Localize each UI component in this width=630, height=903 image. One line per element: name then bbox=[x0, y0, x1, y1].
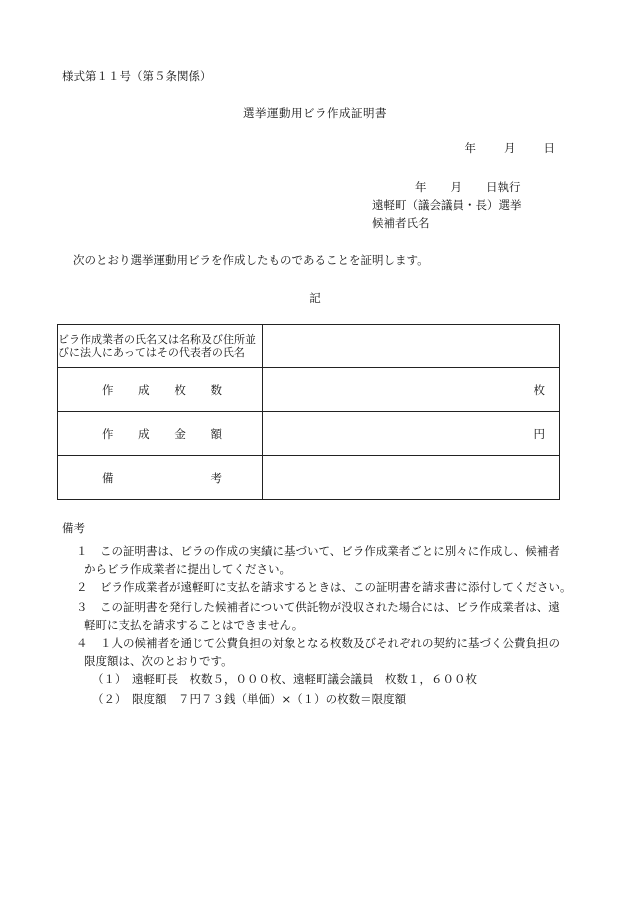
document-title: 選挙運動用ビラ作成証明書 bbox=[243, 106, 387, 120]
note-item bbox=[76, 634, 576, 670]
date-month: 月 bbox=[504, 141, 516, 155]
note-text: この証明書を発行した候補者について供託物が没収された場合には、ビラ作成業者は、遠 bbox=[100, 600, 560, 614]
note-continuation: 軽町に支払を請求することはできません。 bbox=[84, 618, 304, 632]
count-label-char: 成 bbox=[138, 382, 150, 397]
note-item bbox=[76, 542, 576, 578]
note-text: ビラ作成業者が遠軽町に支払を請求するときは、この証明書を請求書に添付してください。 bbox=[100, 580, 572, 594]
remarks-label bbox=[58, 456, 263, 500]
certification-statement: 次のとおり選挙運動用ビラを作成したものであることを証明します。 bbox=[73, 253, 429, 267]
note-number: ３ bbox=[76, 600, 88, 614]
count-label-char: 枚 bbox=[174, 382, 186, 397]
election-month: 月 bbox=[450, 180, 462, 194]
count-value[interactable] bbox=[263, 368, 560, 412]
sub-note-number: （１） bbox=[92, 672, 127, 686]
candidate-name-label: 候補者氏名 bbox=[372, 216, 430, 230]
certificate-table bbox=[57, 324, 560, 500]
remarks-value[interactable] bbox=[263, 456, 560, 500]
table-row bbox=[58, 325, 560, 368]
sub-note-item bbox=[92, 670, 477, 688]
ki-heading: 記 bbox=[309, 291, 321, 305]
vendor-value[interactable] bbox=[263, 325, 560, 368]
sub-note-number: （２） bbox=[92, 692, 127, 706]
table-row bbox=[58, 412, 560, 456]
remarks-label-char: 備 bbox=[102, 470, 114, 485]
count-label bbox=[58, 368, 263, 412]
vendor-label: ビラ作成業者の氏名又は名称及び住所並びに法人にあってはその代表者の氏名 bbox=[58, 325, 263, 368]
note-number: １ bbox=[76, 544, 88, 558]
count-label-char: 作 bbox=[102, 382, 114, 397]
note-number: ４ bbox=[76, 636, 88, 650]
amount-label-char: 金 bbox=[174, 426, 186, 441]
form-number: 様式第１１号（第５条関係） bbox=[62, 69, 212, 83]
note-number: ２ bbox=[76, 580, 88, 594]
note-item bbox=[76, 598, 576, 634]
sub-note-text: 遠軽町長 枚数５，０００枚、遠軽町議会議員 枚数１，６００枚 bbox=[132, 672, 477, 686]
table-row bbox=[58, 456, 560, 500]
note-continuation: 限度額は、次のとおりです。 bbox=[84, 654, 233, 668]
election-day: 日執行 bbox=[486, 180, 521, 194]
amount-label-char: 額 bbox=[210, 426, 222, 441]
note-text: １人の候補者を通じて公費負担の対象となる枚数及びそれぞれの契約に基づく公費負担の bbox=[100, 636, 560, 650]
count-label-char: 数 bbox=[210, 382, 222, 397]
table-row bbox=[58, 368, 560, 412]
date-year: 年 bbox=[464, 141, 476, 155]
election-year: 年 bbox=[415, 180, 427, 194]
amount-label bbox=[58, 412, 263, 456]
note-text: この証明書は、ビラの作成の実績に基づいて、ビラ作成業者ごとに別々に作成し、候補者 bbox=[100, 544, 560, 558]
note-item bbox=[76, 578, 576, 596]
election-name: 遠軽町（議会議員・長）選挙 bbox=[372, 198, 522, 212]
remarks-label-char: 考 bbox=[210, 470, 222, 485]
sub-note-item bbox=[92, 690, 406, 708]
amount-value[interactable] bbox=[263, 412, 560, 456]
count-unit: 枚 bbox=[533, 382, 545, 397]
date-day: 日 bbox=[543, 141, 555, 155]
sub-note-text: 限度額 ７円７３銭（単価）×（１）の枚数＝限度額 bbox=[132, 692, 407, 706]
note-continuation: からビラ作成業者に提出してください。 bbox=[84, 562, 291, 576]
amount-label-char: 成 bbox=[138, 426, 150, 441]
notes-heading: 備考 bbox=[62, 521, 85, 535]
certificate-date bbox=[465, 140, 556, 156]
election-date bbox=[415, 179, 521, 195]
amount-label-char: 作 bbox=[102, 426, 114, 441]
amount-unit: 円 bbox=[533, 426, 545, 441]
